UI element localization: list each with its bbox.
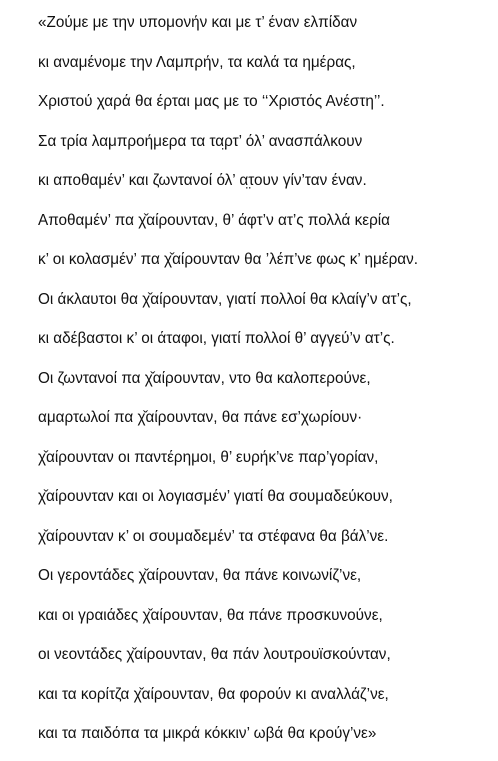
- poem-line: «Ζούμε με την υπομονήν και με τ’ έναν ελπίδαν: [38, 14, 358, 31]
- poem-line: αμαρτωλοί πα χ̌αίρουνταν, θα πάνε εσ’χωρίουν·: [38, 409, 363, 426]
- poem-line: κι αναμένομε την Λαμπρήν, τα καλά τα ημέρας,: [38, 53, 356, 71]
- poem-line: χ̌αίρουνταν κ’ οι σουμαδεμέν’ τα στέφανα θα βάλ’νε.: [38, 527, 389, 545]
- poem-line: κι αποθαμέν’ και ζωντανοί όλ’ α̤τουν γίν’ταν έναν.: [38, 172, 367, 189]
- poem-line: κι αδέβαστοι κ’ οι άταφοι, γιατί πολλοί θ’ αγγεύ’ν ατ’ς.: [38, 330, 395, 347]
- poem-line: και τα παιδόπα τα μικρά κόκκιν’ ωβά θα κρούγ’νε»: [38, 725, 377, 742]
- poem-line: χ̌αίρουνταν και οι λογιασμέν’ γιατί θα σουμαδεύκουν,: [38, 488, 393, 505]
- poem-line: Σα τρία λαμπροήμερα τα τα̤ρτ’ όλ’ ανασπάλκουν: [38, 132, 363, 150]
- poem-line: και τα κορίτζα χ̌αίρουνταν, θα φορούν κι αναλλάζ’νε,: [38, 685, 389, 703]
- poem-line: Χριστού χαρά θα έρται μας με το ‘‘Χριστός Ανέστη’’.: [38, 93, 385, 110]
- poem-line: Οι άκλαυτοι θα χ̌αίρουνταν, γιατί πολλοί θα κλαίγ’ν ατ’ς,: [38, 290, 412, 308]
- poem-line: οι νεοντάδες χ̌αίρουνταν, θα πάν λουτρουϊσκούνταν,: [38, 646, 391, 663]
- poem-line: και οι γραιάδες χ̌αίρουνταν, θα πάνε προσκυνούνε,: [38, 606, 383, 624]
- poem-line: Οι ζωντανοί πα χ̌αίρουνταν, ντο θα καλοπερούνε,: [38, 369, 371, 387]
- poem-line: χ̌αίρουνταν οι παντέρημοι, θ’ ευρήκ’νε παρ’γορίαν,: [38, 448, 379, 466]
- poem-line: Οι γεροντάδες χ̌αίρουνταν, θα πάνε κοινωνίζ’νε,: [38, 567, 362, 584]
- poem-line: κ’ οι κολασμέν’ πα χ̌αίρουνταν θα ’λέπ’νε φως κ’ ημέραν.: [38, 251, 419, 268]
- poem-line: Αποθαμέν’ πα χ̌αίρουνταν, θ’ άφτ’ν ατ’ς πολλά κερία: [38, 211, 391, 229]
